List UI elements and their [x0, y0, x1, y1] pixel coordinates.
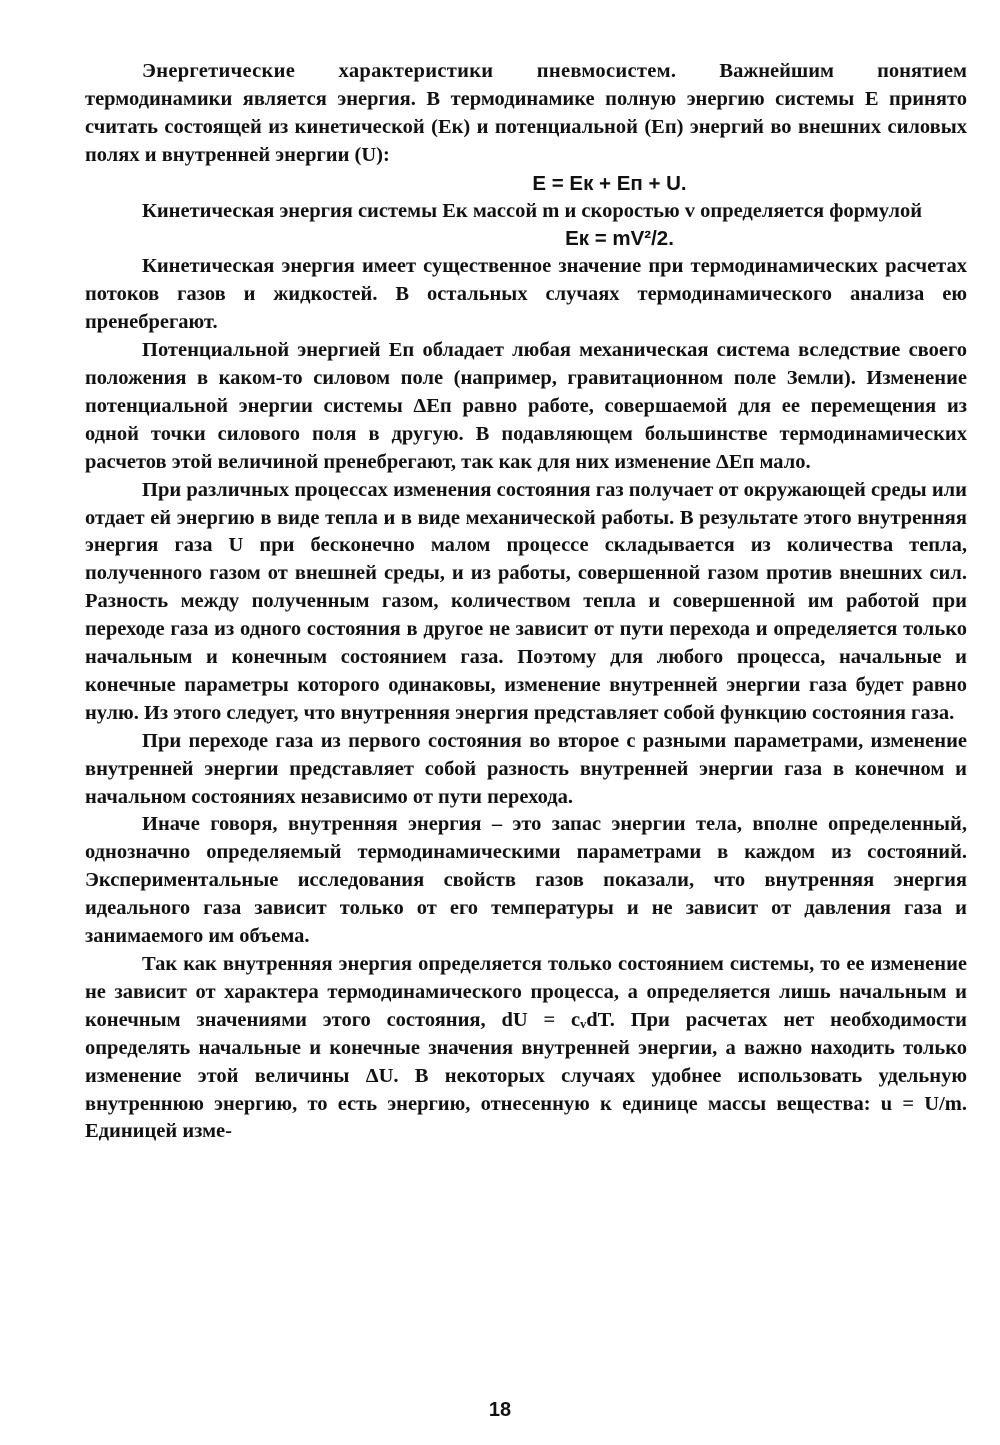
formula-total-energy: E = Eк + Eп + U.	[532, 171, 687, 195]
paragraph-5: При различных процессах изменения состояния газ получает от окружающей среды или отдает ей энергию в виде тепла и в виде механической работы. В результате этого внутренняя энергия газа U при бесконечно малом процессе складывается из количества тепла, полученного газом от внешней среды, и из работы, совершенной газом против внешних сил. Разность между полученным газом, количеством тепла и совершенной им работой при переходе газа из одного состояния в другое не зависит от пути перехода и определяется только начальным и конечным состоянием газа. Поэтому для любого процесса, начальные и конечные параметры которого одинаковы, изменение внутренней энергии газа будет равно нулю. Из этого следует, что внутренняя энергия представляет собой функцию состояния газа.	[85, 478, 967, 724]
paragraph-2: Кинетическая энергия системы Eк массой m и скоростью v определяется формулой	[142, 199, 923, 222]
paragraph-1	[85, 58, 967, 170]
paragraph-6: При переходе газа из первого состояния во второе с разными параметрами, изменение внутренней энергии представляет собой разность внутренней энергии газа в конечном и начальном состояниях независимо от пути перехода.	[85, 729, 967, 808]
paragraph-3: Кинетическая энергия имеет существенное значение при термодинамических расчетах потоков газов и жидкостей. В остальных случаях термодинамического анализа ею пренебрегают.	[85, 255, 967, 334]
page-number: 18	[488, 1399, 512, 1421]
paragraph-4: Потенциальной энергией Eп обладает любая механическая система вследствие своего положения в каком-то силовом поле (например, гравитационном поле Земли). Изменение потенциальной энергии системы ΔEп равно работе, совершаемой для ее перемещения из одной точки силового поля в другую. В подавляющем большинстве термодинамических расчетов этой величиной пренебрегают, так как для них изменение ΔEп мало.	[85, 339, 967, 473]
paragraph-1-text: Важнейшим понятием термодинамики является энергия. В термодинамике полную энергию системы E принято считать состоящей из кинетической (Eк) и потенциальной (Eп) энергий во внешних силовых полях и внутренней энергии (U):	[85, 60, 967, 166]
formula-kinetic-energy: Eк = mV²/2.	[565, 227, 674, 251]
paragraph-7: Иначе говоря, внутренняя энергия – это запас энергии тела, вполне определенный, однозначно определяемый термодинамическими параметрами в каждом из состояний. Экспериментальные исследования свойств газов показали, что внутренняя энергия идеального газа зависит только от его температуры и не зависит от давления газа и занимаемого им объема.	[85, 813, 967, 948]
paragraph-8: Так как внутренняя энергия определяется только состоянием системы, то ее изменение не зависит от характера термодинамического процесса, а определяется лишь начальным и конечным значениями этого состояния, dU = cᵥdT. При расчетах нет необходимости определять начальные и конечные значения внутренней энергии, а важно находить только изменение этой величины ΔU. В некоторых случаях удобнее использовать удельную внутреннюю энергию, то есть энергию, отнесенную к единице массы вещества: u = U/m. Единицей изме-	[85, 953, 967, 1143]
section-heading: Энергетические характеристики пневмосистем.	[142, 60, 677, 82]
page-body	[85, 58, 967, 1146]
